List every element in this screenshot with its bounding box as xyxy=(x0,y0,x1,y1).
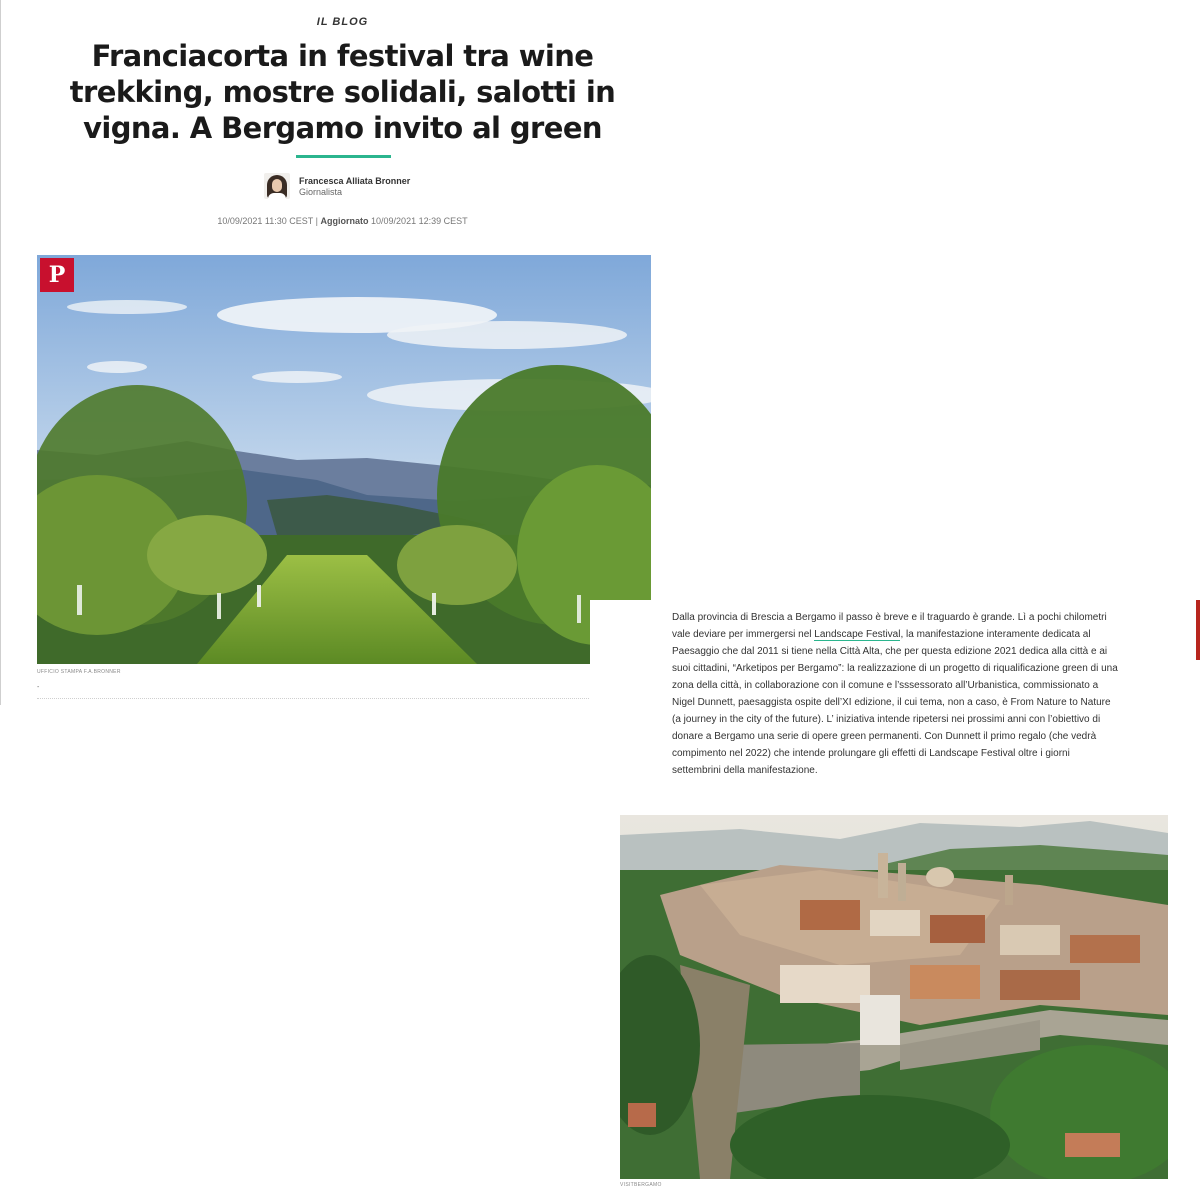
article-header-panel xyxy=(0,0,683,705)
bergamo-photo xyxy=(620,815,1168,1179)
paragraph-text-start: Dalla provincia di Brescia a Bergamo il passo è breve e il traguardo è grande. Lì a pochi chilometri vale deviare per immergersi nel xyxy=(672,612,1107,640)
second-image-credit: VISITBERGAMO xyxy=(620,1182,662,1188)
pinterest-share-icon[interactable]: P xyxy=(40,258,74,292)
article-title: Franciacorta in festival tra wine trekking, mostre solidali, salotti in vigna. A Bergamo invito al green xyxy=(69,39,616,145)
landscape-festival-link[interactable]: Landscape Festival xyxy=(814,629,901,640)
hero-image-vineyard xyxy=(37,255,651,664)
hero-image-credit: UFFICIO STAMPA F.A.BRONNER xyxy=(37,669,121,675)
bergamo-aerial-image xyxy=(620,815,1168,1179)
category-label[interactable]: IL BLOG xyxy=(316,16,369,28)
published-date: 10/09/2021 11:30 CEST xyxy=(217,216,314,226)
section-divider xyxy=(37,698,589,699)
hero-image-subcaption: - xyxy=(37,684,40,691)
date-separator: | xyxy=(315,216,318,226)
edge-strip xyxy=(1196,600,1200,660)
article-paragraph xyxy=(672,609,1118,779)
vineyard-photo xyxy=(37,255,651,664)
author-block[interactable] xyxy=(264,173,410,199)
author-name[interactable]: Francesca Alliata Bronner xyxy=(299,175,411,186)
title-underline xyxy=(296,155,391,158)
author-role: Giornalista xyxy=(299,186,343,197)
paragraph-text-end: , la manifestazione interamente dedicata al Paesaggio che dal 2011 si tiene nella Città Alta, che per questa edizione 2021 dedica alla città e ai suoi cittadini, “Arketipos per Bergamo”: la realizzazione di un progetto di riqualificazione green di una zona della città, in collaborazione con il comune e l’sssessorato all’Urbanistica, commissionato a Nigel Dunnett, paesaggista ospite dell’XI edizione, il cui tema, non a caso, è From Nature to Nature (a journey in the city of the future). L’ iniziativa intende ripetersi nei prossimi anni con l’obiettivo di donare a Bergamo una serie di opere green permanenti. Con Dunnett il primo regalo (che vedrà compimento nel 2022) che intende prolungare gli effetti di Landscape Festival oltre i giorni settembrini della manifestazione. xyxy=(672,629,1118,776)
updated-label: Aggiornato xyxy=(320,216,369,226)
updated-date: 10/09/2021 12:39 CEST xyxy=(371,216,468,226)
author-avatar[interactable] xyxy=(264,173,290,199)
dateline xyxy=(1,216,684,226)
